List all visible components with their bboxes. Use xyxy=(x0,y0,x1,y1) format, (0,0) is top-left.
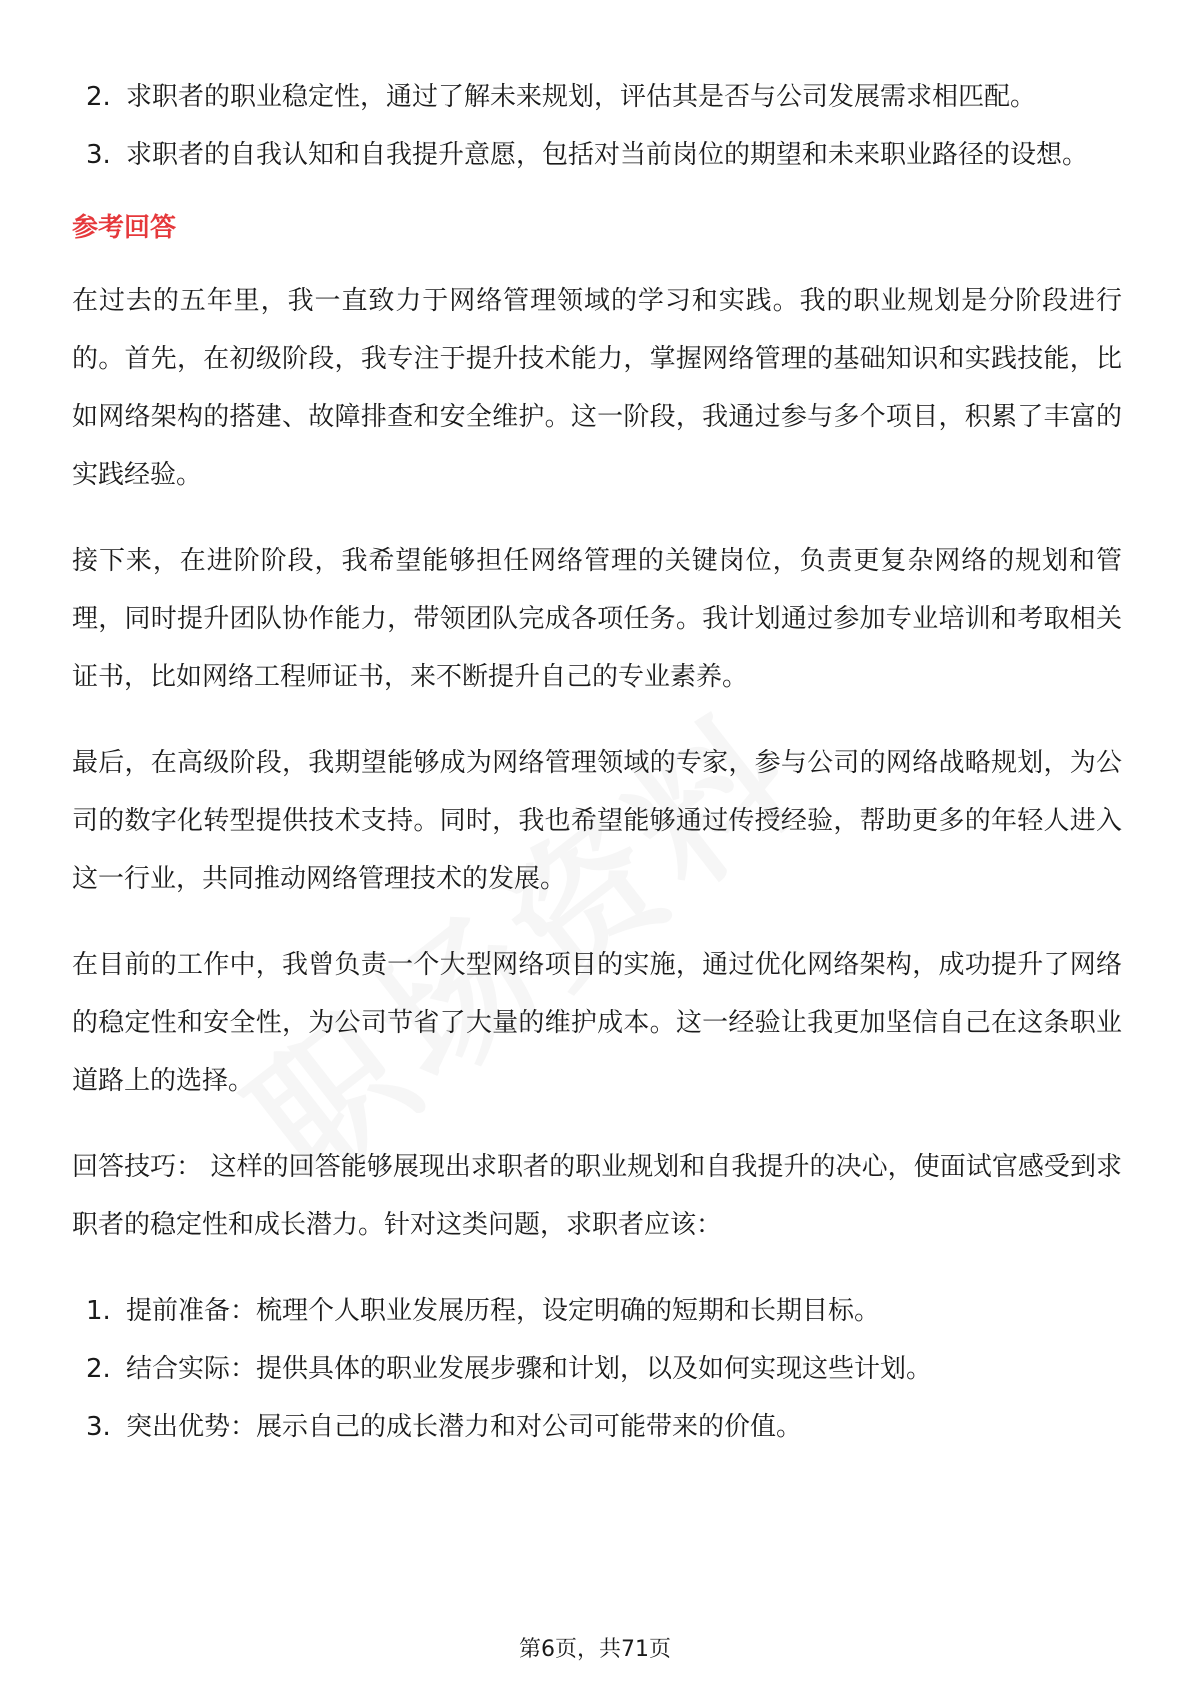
answer-paragraph-1: 在过去的五年里，我一直致力于网络管理领域的学习和实践。我的职业规划是分阶段进行的。首先，在初级阶段，我专注于提升技术能力，掌握网络管理的基础知识和实践技能，比如网络架构的搭建、故障排查和安全维护。这一阶段，我通过参与多个项目，积累了丰富的实践经验。 xyxy=(72,286,1122,490)
list-item xyxy=(72,1340,1122,1398)
list-item-text: 求职者的自我认知和自我提升意愿，包括对当前岗位的期望和未来职业路径的设想。 xyxy=(126,140,1089,170)
section-heading: 参考回答 xyxy=(72,213,177,243)
intro-list xyxy=(72,68,1122,184)
tips-list xyxy=(72,1282,1122,1456)
answer-paragraph-2: 接下来，在进阶阶段，我希望能够担任网络管理的关键岗位，负责更复杂网络的规划和管理，同时提升团队协作能力，带领团队完成各项任务。我计划通过参加专业培训和考取相关证书，比如网络工程师证书，来不断提升自己的专业素养。 xyxy=(72,546,1122,692)
list-item-text: 突出优势：展示自己的成长潜力和对公司可能带来的价值。 xyxy=(126,1412,803,1442)
list-item-text: 提前准备：梳理个人职业发展历程，设定明确的短期和长期目标。 xyxy=(126,1296,881,1326)
list-item xyxy=(72,126,1122,184)
list-item xyxy=(72,1282,1122,1340)
tips-intro-paragraph: 回答技巧： 这样的回答能够展现出求职者的职业规划和自我提升的决心，使面试官感受到求职者的稳定性和成长潜力。针对这类问题，求职者应该： xyxy=(72,1152,1122,1240)
list-item-number: 3. xyxy=(86,140,111,170)
list-item xyxy=(72,68,1122,126)
list-item xyxy=(72,1398,1122,1456)
list-item-number: 2. xyxy=(86,1354,111,1384)
list-item-text: 结合实际：提供具体的职业发展步骤和计划，以及如何实现这些计划。 xyxy=(126,1354,933,1384)
page-number-footer: 第6页，共71页 xyxy=(519,1637,671,1662)
answer-paragraph-4: 在目前的工作中，我曾负责一个大型网络项目的实施，通过优化网络架构，成功提升了网络的稳定性和安全性，为公司节省了大量的维护成本。这一经验让我更加坚信自己在这条职业道路上的选择。 xyxy=(72,950,1122,1096)
list-item-number: 2. xyxy=(86,82,111,112)
answer-paragraph-3: 最后，在高级阶段，我期望能够成为网络管理领域的专家，参与公司的网络战略规划，为公司的数字化转型提供技术支持。同时，我也希望能够通过传授经验，帮助更多的年轻人进入这一行业，共同推动网络管理技术的发展。 xyxy=(72,748,1122,894)
list-item-number: 1. xyxy=(86,1296,111,1326)
list-item-text: 求职者的职业稳定性，通过了解未来规划，评估其是否与公司发展需求相匹配。 xyxy=(126,82,1037,112)
list-item-number: 3. xyxy=(86,1412,111,1442)
page-content xyxy=(72,68,1122,1456)
